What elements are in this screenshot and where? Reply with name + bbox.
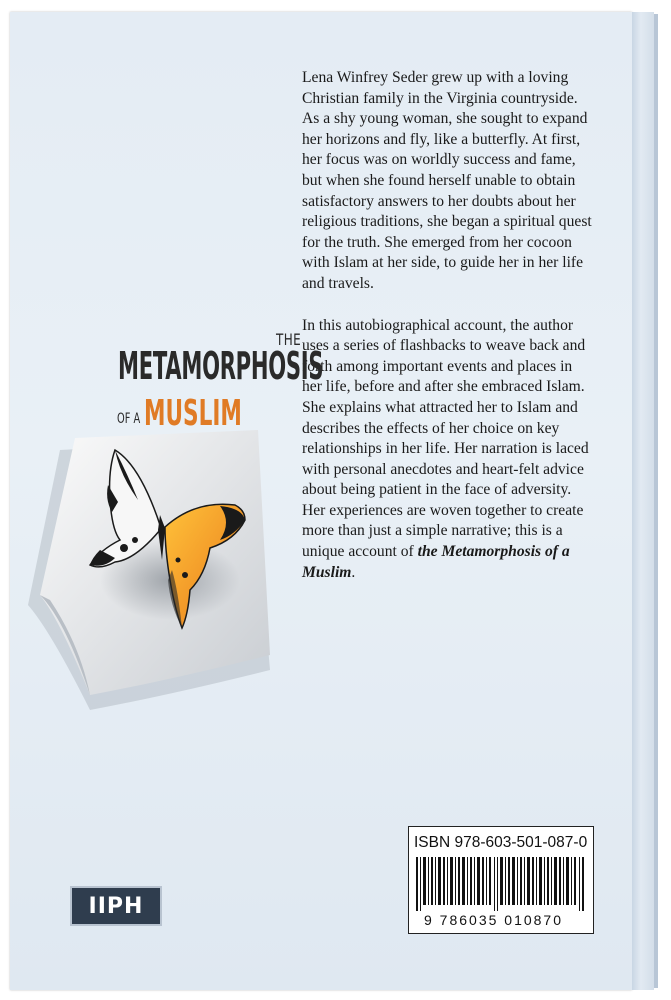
butterfly-illustration: [20, 430, 300, 720]
blurb-paragraph-1: Lena Winfrey Seder grew up with a loving Christian family in the Virginia countryside. As a shy young woman, she sought to expand her horizons and fly, like a butterfly. At first, her focus was on worldly success and fame, but when she found herself unable to obtain satisfactory answers to her doubts about her religious traditions, she began a spiritual quest for the truth. She emerged from her cocoon with Islam at her side, to guide her in her life and travels.: [302, 69, 592, 292]
blurb-paragraph-2-end: .: [351, 563, 356, 581]
title-of-a: OF A: [117, 411, 141, 427]
book-spine: [632, 12, 654, 990]
title-muslim: MUSLIM: [144, 393, 242, 434]
blurb-title-emphasis: the Metamorphosis of a Muslim: [302, 543, 570, 581]
blurb-paragraph-2: [302, 316, 592, 584]
blurb: [302, 68, 592, 604]
title-the: THE: [276, 330, 302, 349]
barcode-number: 9 786035 010870: [424, 912, 563, 928]
barcode: [414, 857, 586, 911]
spine-edge: [654, 14, 658, 988]
isbn-label: ISBN 978-603-501-087-0: [414, 834, 588, 851]
title-metamorphosis: METAMORPHOSIS: [118, 344, 324, 388]
blurb-paragraph-2-text: In this autobiographical account, the author uses a series of flashbacks to weave back and forth among important events and places in her life, before and after she embraced Islam. She explains what attracted her to Islam and describes the effects of her choice on key relationships in her life. Her narration is laced with personal anecdotes and heart-felt advice about being patient in the face of adversity. Her experiences are woven together to create more than just a simple narrative; this is a unique account of: [302, 316, 589, 561]
publisher-logo: IIPH: [70, 886, 162, 926]
